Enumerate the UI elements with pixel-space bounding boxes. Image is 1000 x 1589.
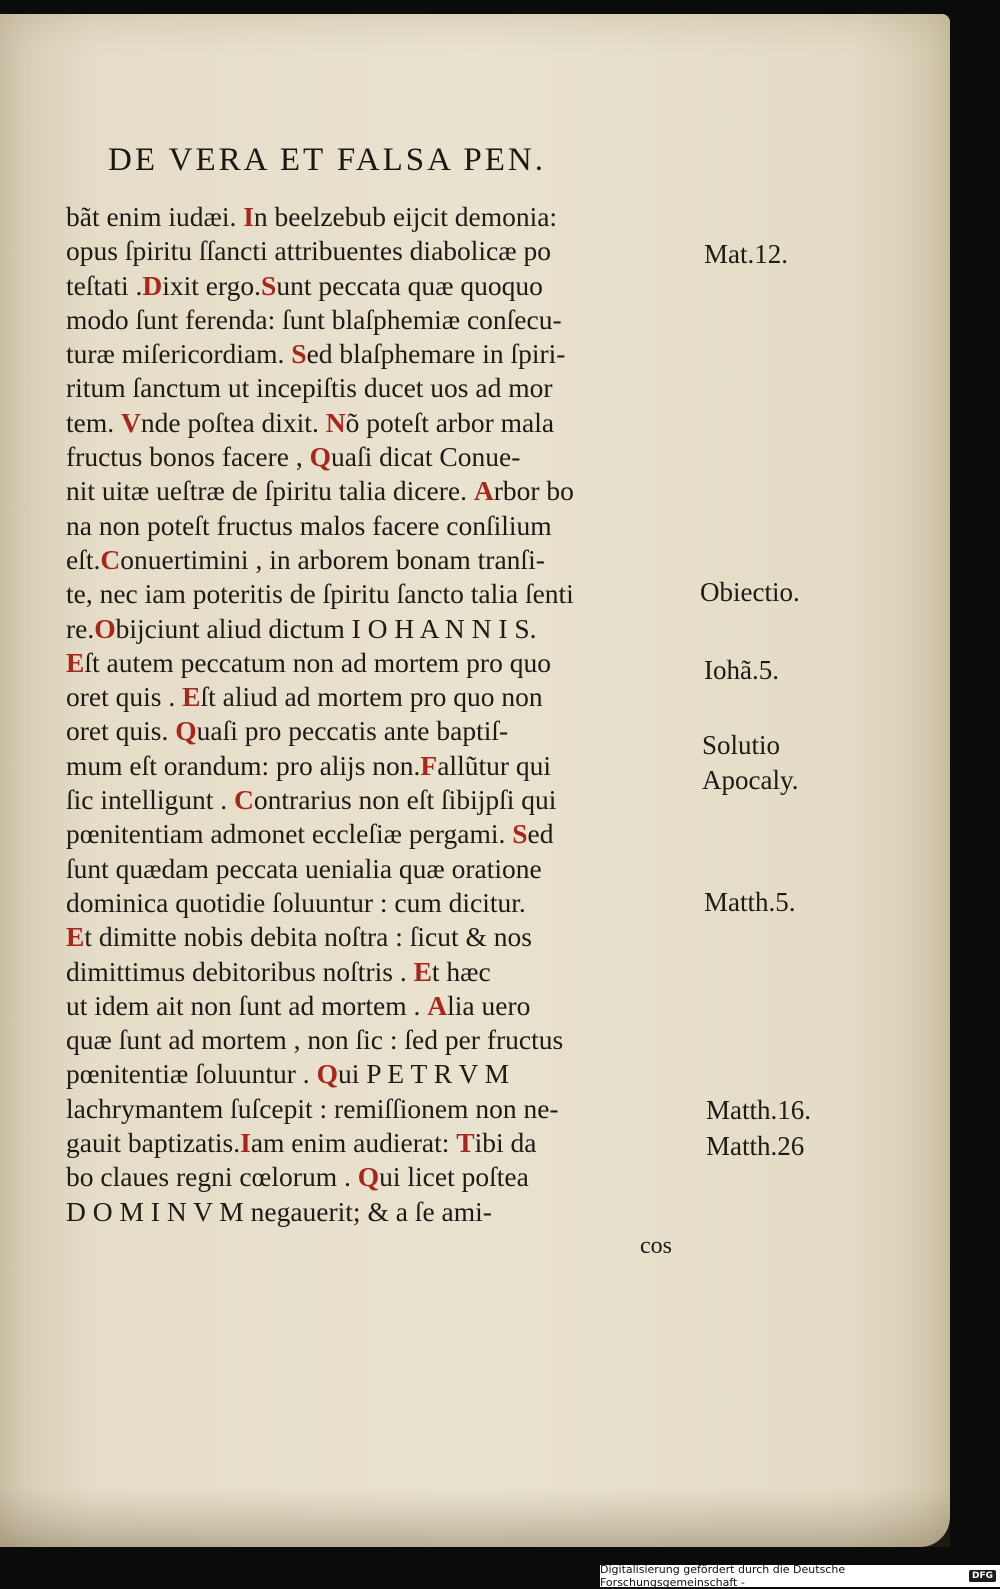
rubricated-initial: E [413,955,432,987]
text-segment: D O M I N V M negauerit; & a ſe ami- [66,1195,492,1227]
rubricated-initial: Q [309,441,331,473]
text-line [66,955,696,989]
text-line [66,646,696,680]
text-segment: ed [527,818,554,850]
text-line [66,371,696,405]
text-segment: allũtur qui [437,749,552,781]
text-segment: pœnitentiæ ſoluuntur . [66,1058,317,1090]
margin-note-matth26: Matth.26 [706,1131,805,1161]
book-page [0,14,950,1547]
text-line [66,886,696,920]
rubricated-initial: F [420,749,438,781]
text-segment: teſtati . [66,269,143,301]
rubricated-initial: S [261,269,277,301]
text-segment: dominica quotidie ſoluuntur : cum dicitur. [66,886,526,918]
text-line [66,474,696,508]
rubricated-initial: E [66,646,85,678]
rubricated-initial: Q [175,715,197,747]
rubricated-initial: N [325,406,346,438]
text-segment: ui P E T R V M [337,1058,510,1090]
text-segment: oret quis. [66,715,176,747]
text-line [66,680,696,714]
main-text-block [66,200,696,1229]
text-segment: te, nec iam poteritis de ſpiritu ſancto talia ſenti [66,578,574,610]
text-segment: t dimitte nobis debita noſtra : ſicut & nos [84,921,532,953]
margin-note-obiectio: Obiectio. [700,577,800,607]
text-line [66,920,696,954]
text-line [66,852,696,886]
text-line [66,543,696,577]
text-line [66,1023,696,1057]
text-segment: bãt enim iudæi. [66,201,244,232]
rubricated-initial: E [66,921,85,953]
text-segment: am enim audierat: [250,1127,457,1159]
text-segment: ſunt quædam peccata uenialia quæ oratione [66,852,542,884]
catchword: cos [640,1233,672,1259]
rubricated-initial: S [291,338,307,370]
text-line [66,1160,696,1194]
text-segment: õ poteſt arbor mala [345,406,555,438]
text-segment: ſt autem peccatum non ad mortem pro quo [84,646,551,678]
digitization-footer [600,1565,1000,1587]
rubricated-initial: D [142,269,163,301]
rubricated-initial: Q [357,1161,380,1193]
text-segment: mum eſt orandum: pro alijs non. [66,749,421,781]
text-line [66,303,696,337]
text-segment: lia uero [447,989,531,1021]
text-line [66,749,696,783]
rubricated-initial: Q [316,1058,338,1090]
text-line [66,577,696,611]
text-segment: bijciunt aliud dictum I O H A N N I S. [115,612,537,644]
text-line [66,989,696,1023]
text-line [66,612,696,646]
rubricated-initial: A [473,475,494,507]
text-segment: ut idem ait non ſunt ad mortem . [66,989,428,1021]
text-segment: uaſi pro peccatis ante baptiſ- [196,715,509,747]
text-segment: uaſi dicat Conue- [330,441,521,473]
footer-text: Digitalisierung gefördert durch die Deutsche Forschungsgemeinschaft - [600,1563,846,1589]
text-segment: ſt aliud ad mortem pro quo non [200,681,543,713]
text-segment: ritum ſanctum ut incepiſtis ducet uos ad mor [66,372,553,404]
rubricated-initial: C [100,543,121,575]
text-segment: ſic intelligunt . [66,784,235,816]
text-segment: oret quis . [66,681,183,713]
text-segment: rbor bo [493,475,574,507]
rubricated-initial: T [456,1127,475,1159]
text-segment: fructus bonos facere , [66,441,310,473]
rubricated-initial: I [243,201,254,232]
text-line [66,440,696,474]
text-segment: re. [66,612,95,644]
text-segment: bo claues regni cœlorum . [66,1161,358,1193]
margin-note-apocaly: Apocaly. [702,765,799,795]
text-line [66,337,696,371]
rubricated-initial: C [234,784,254,816]
text-line [66,269,696,303]
text-segment: gauit baptizatis. [66,1127,241,1159]
text-segment: pœnitentiam admonet eccleſiæ pergami. [66,818,513,850]
text-line [66,783,696,817]
text-segment: dimittimus debitoribus noſtris . [66,955,414,987]
rubricated-initial: V [121,406,141,438]
text-segment: tem. [66,406,121,438]
text-segment: ibi da [474,1127,537,1159]
dfg-logo: DFG [969,1570,996,1582]
text-line [66,509,696,543]
text-segment: ontrarius non eſt ſibijpſi qui [253,784,557,816]
text-line [66,1092,696,1126]
text-segment: n beelzebub eijcit demonia: [253,201,558,232]
rubricated-initial: S [512,818,528,850]
text-line [66,234,696,268]
text-line [66,1126,696,1160]
text-line [66,714,696,748]
text-segment: modo ſunt ferenda: ſunt blaſphemiæ conſecu- [66,303,562,335]
text-line [66,1195,696,1229]
margin-note-matth5: Matth.5. [704,887,796,917]
text-segment: quæ ſunt ad mortem , non ſic : ſed per fructus [66,1024,564,1056]
text-segment: nde poſtea dixit. [140,406,326,438]
text-segment: ixit ergo. [162,269,262,301]
text-segment: eſt. [66,543,101,575]
text-segment: lachrymantem ſuſcepit : remiſſionem non ne- [66,1092,559,1124]
margin-note-matth16: Matth.16. [706,1095,811,1125]
margin-note-mat12: Mat.12. [704,239,788,269]
text-segment: nit uitæ ueſtræ de ſpiritu talia dicere. [66,475,474,507]
rubricated-initial: I [240,1127,251,1159]
text-segment: na non poteſt fructus malos facere conſilium [66,509,552,541]
rubricated-initial: A [427,989,448,1021]
rubricated-initial: E [182,681,201,713]
text-line [66,1057,696,1091]
text-line [66,200,696,234]
text-segment: t hæc [431,955,491,987]
text-segment: unt peccata quæ quoquo [276,269,543,301]
text-segment: ed blaſphemare in ſpiri- [306,338,566,370]
margin-note-solutio: Solutio [702,730,781,760]
rubricated-initial: O [94,612,116,644]
text-segment: turæ miſericordiam. [66,338,292,370]
text-segment: opus ſpiritu ſſancti attribuentes diabolicæ po [66,235,551,267]
text-line [66,406,696,440]
text-segment: ui licet poſtea [379,1161,529,1193]
running-head: DE VERA ET FALSA PEN. [108,142,546,178]
margin-note-ioha5: Iohã.5. [704,655,779,685]
text-segment: onuertimini , in arborem bonam tranſi- [120,543,545,575]
text-line [66,817,696,851]
